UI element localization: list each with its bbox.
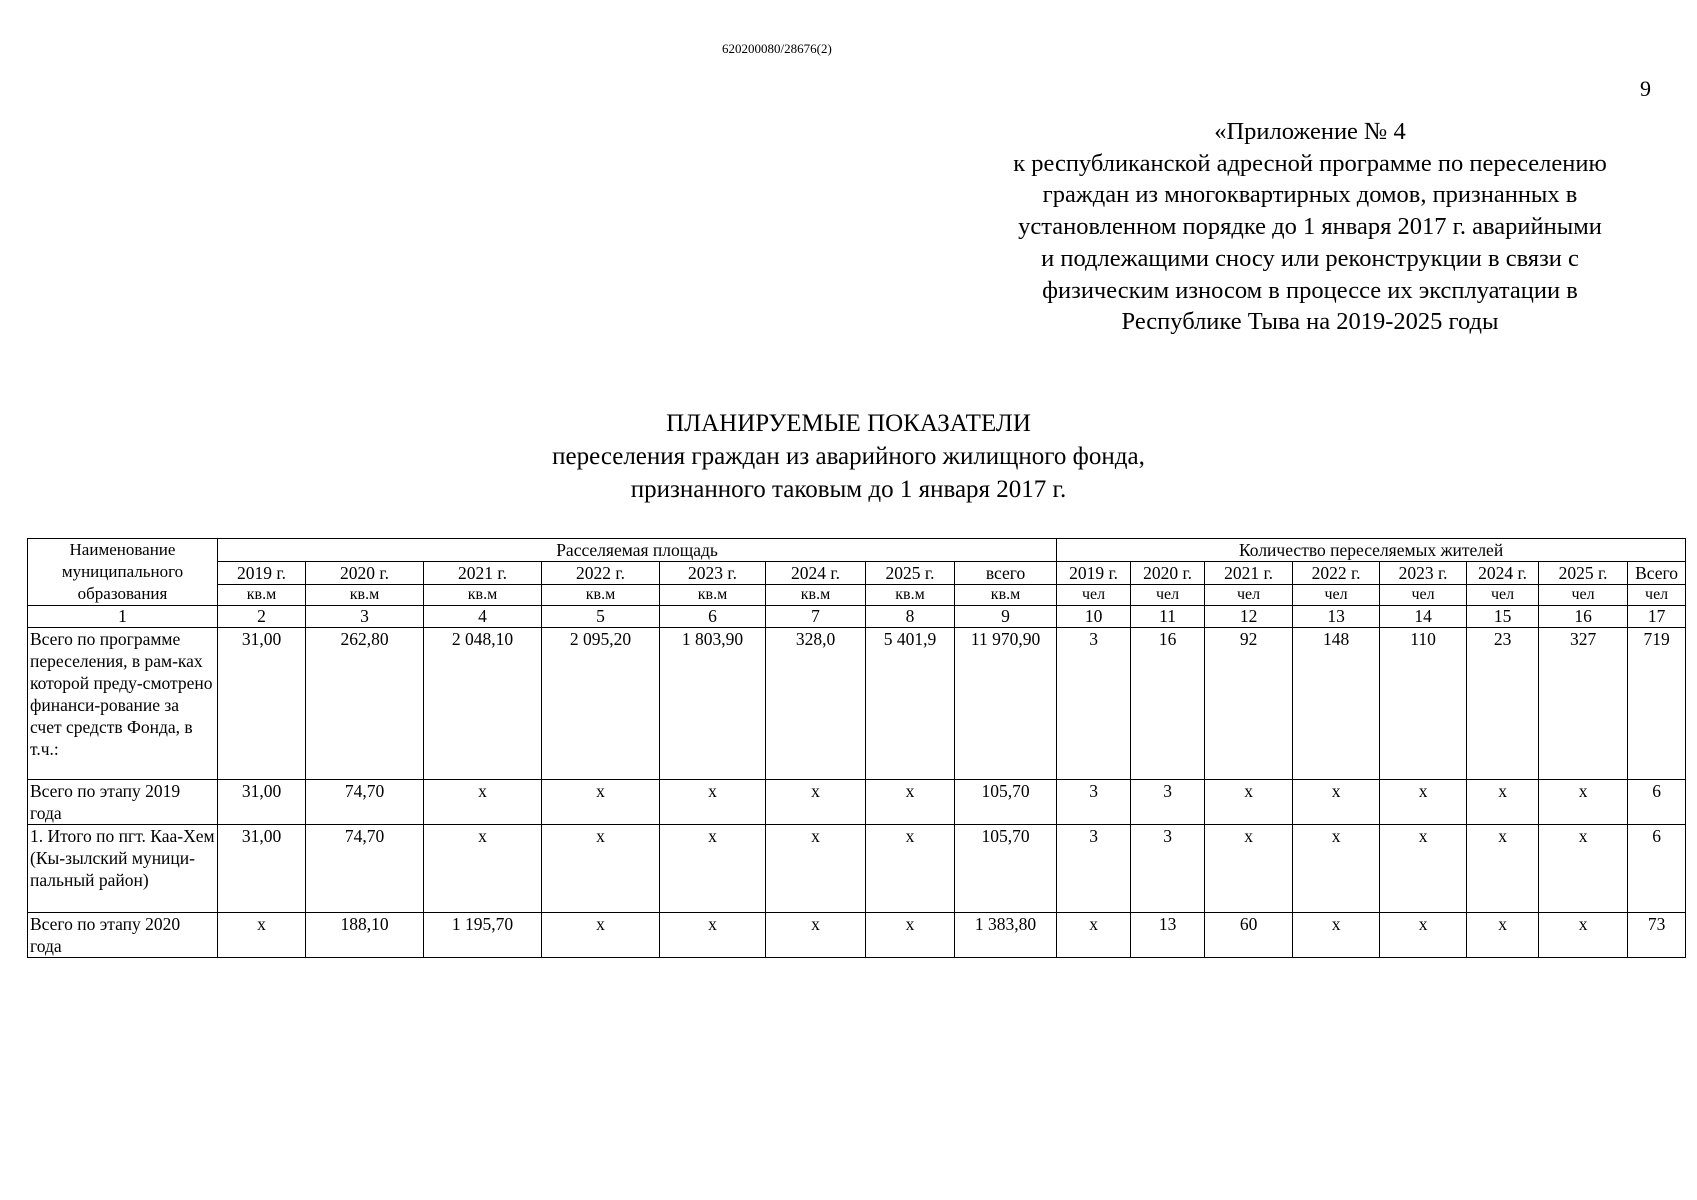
table-cell: 105,70 xyxy=(955,780,1057,825)
area-year-header: 2019 г. xyxy=(218,562,306,585)
people-year-header: 2020 г. xyxy=(1131,562,1205,585)
appendix-line: и подлежащими сносу или реконструкции в связи с xyxy=(1041,244,1579,272)
area-unit: кв.м xyxy=(766,585,866,606)
document-title xyxy=(0,407,1697,506)
table-cell: 13 xyxy=(1131,913,1205,958)
header-people-group: Количество переселяемых жителей xyxy=(1057,539,1686,562)
people-year-header: Всего xyxy=(1628,562,1686,585)
table-cell: 110 xyxy=(1380,628,1467,780)
column-number: 16 xyxy=(1539,606,1628,628)
area-year-header: 2022 г. xyxy=(542,562,660,585)
table-cell: x xyxy=(1467,780,1539,825)
column-number: 12 xyxy=(1205,606,1293,628)
table-cell: x xyxy=(1380,780,1467,825)
people-unit: чел xyxy=(1205,585,1293,606)
people-unit: чел xyxy=(1293,585,1380,606)
table-cell: x xyxy=(1293,913,1380,958)
column-number: 14 xyxy=(1380,606,1467,628)
area-year-header: 2020 г. xyxy=(306,562,424,585)
column-number: 7 xyxy=(766,606,866,628)
people-year-header: 2023 г. xyxy=(1380,562,1467,585)
table-cell: x xyxy=(866,780,955,825)
people-unit: чел xyxy=(1539,585,1628,606)
area-unit: кв.м xyxy=(218,585,306,606)
table-cell: x xyxy=(424,780,542,825)
area-unit: кв.м xyxy=(542,585,660,606)
area-year-header: всего xyxy=(955,562,1057,585)
row-name: Всего по программе переселения, в рам-ках которой преду-смотрено финанси-рование за счет средств Фонда, в т.ч.: xyxy=(28,628,218,780)
column-number: 1 xyxy=(28,606,218,628)
table-cell: x xyxy=(1539,825,1628,913)
indicators-table xyxy=(27,538,1686,958)
table-cell: 719 xyxy=(1628,628,1686,780)
column-number: 6 xyxy=(660,606,766,628)
title-line: ПЛАНИРУЕМЫЕ ПОКАЗАТЕЛИ xyxy=(666,410,1031,437)
table-cell: x xyxy=(766,780,866,825)
column-number: 17 xyxy=(1628,606,1686,628)
table-cell: x xyxy=(1057,913,1131,958)
table-cell: x xyxy=(660,780,766,825)
table-cell: 16 xyxy=(1131,628,1205,780)
people-unit: чел xyxy=(1380,585,1467,606)
area-year-header: 2024 г. xyxy=(766,562,866,585)
header-name: Наименование муниципального образования xyxy=(28,539,218,606)
table-row xyxy=(28,825,1686,913)
table-cell: 262,80 xyxy=(306,628,424,780)
table-cell: x xyxy=(1205,825,1293,913)
appendix-header xyxy=(940,116,1680,338)
table-cell: 1 803,90 xyxy=(660,628,766,780)
area-year-header: 2021 г. xyxy=(424,562,542,585)
table-cell: x xyxy=(1380,825,1467,913)
people-unit: чел xyxy=(1057,585,1131,606)
table-cell: 188,10 xyxy=(306,913,424,958)
table-cell: x xyxy=(542,780,660,825)
table-cell: 148 xyxy=(1293,628,1380,780)
table-cell: 74,70 xyxy=(306,825,424,913)
header-row-groups xyxy=(28,539,1686,562)
table-cell: x xyxy=(660,913,766,958)
column-number: 5 xyxy=(542,606,660,628)
column-number: 15 xyxy=(1467,606,1539,628)
subtitle-line: переселения граждан из аварийного жилищного фонда, xyxy=(552,443,1145,470)
table-cell: 3 xyxy=(1131,780,1205,825)
area-unit: кв.м xyxy=(660,585,766,606)
column-number: 4 xyxy=(424,606,542,628)
table-cell: 6 xyxy=(1628,825,1686,913)
column-number: 8 xyxy=(866,606,955,628)
table-cell: x xyxy=(1467,913,1539,958)
table-cell: 92 xyxy=(1205,628,1293,780)
table-cell: x xyxy=(1467,825,1539,913)
appendix-line: Республике Тыва на 2019-2025 годы xyxy=(1121,308,1499,336)
column-number: 2 xyxy=(218,606,306,628)
column-number: 13 xyxy=(1293,606,1380,628)
people-year-header: 2021 г. xyxy=(1205,562,1293,585)
table-cell: 2 095,20 xyxy=(542,628,660,780)
subtitle-line: признанного таковым до 1 января 2017 г. xyxy=(630,476,1067,503)
table-body xyxy=(28,628,1686,958)
table-cell: x xyxy=(1293,780,1380,825)
appendix-line: граждан из многоквартирных домов, признанных в xyxy=(1042,181,1578,209)
column-number: 10 xyxy=(1057,606,1131,628)
column-number: 3 xyxy=(306,606,424,628)
appendix-line: «Приложение № 4 xyxy=(1214,118,1406,145)
header-row-years xyxy=(28,562,1686,585)
people-year-header: 2025 г. xyxy=(1539,562,1628,585)
table-cell: 2 048,10 xyxy=(424,628,542,780)
table-cell: 6 xyxy=(1628,780,1686,825)
table-cell: x xyxy=(766,913,866,958)
column-number: 11 xyxy=(1131,606,1205,628)
table-cell: 3 xyxy=(1057,628,1131,780)
table-cell: x xyxy=(542,913,660,958)
table-cell: x xyxy=(1293,825,1380,913)
appendix-line: физическим износом в процессе их эксплуатации в xyxy=(1042,276,1578,304)
table-cell: 31,00 xyxy=(218,780,306,825)
table-cell: x xyxy=(1539,913,1628,958)
people-year-header: 2022 г. xyxy=(1293,562,1380,585)
row-name: 1. Итого по пгт. Каа-Хем (Кы-зылский муници-пальный район) xyxy=(28,825,218,913)
table-cell: 1 383,80 xyxy=(955,913,1057,958)
header-row-column-numbers xyxy=(28,606,1686,628)
table-cell: x xyxy=(218,913,306,958)
table-cell: x xyxy=(866,825,955,913)
table-row xyxy=(28,628,1686,780)
header-row-units xyxy=(28,585,1686,606)
table-cell: x xyxy=(424,825,542,913)
area-unit: кв.м xyxy=(306,585,424,606)
table-cell: 11 970,90 xyxy=(955,628,1057,780)
table-cell: 31,00 xyxy=(218,628,306,780)
table-cell: x xyxy=(660,825,766,913)
area-unit: кв.м xyxy=(424,585,542,606)
table-cell: x xyxy=(766,825,866,913)
table-cell: x xyxy=(866,913,955,958)
people-unit: чел xyxy=(1131,585,1205,606)
table-cell: 31,00 xyxy=(218,825,306,913)
table-cell: 73 xyxy=(1628,913,1686,958)
table-cell: x xyxy=(1380,913,1467,958)
table-row xyxy=(28,780,1686,825)
header-area-group: Расселяемая площадь xyxy=(218,539,1057,562)
people-unit: чел xyxy=(1628,585,1686,606)
area-year-header: 2025 г. xyxy=(866,562,955,585)
table-cell: x xyxy=(542,825,660,913)
area-unit: кв.м xyxy=(955,585,1057,606)
table-cell: x xyxy=(1539,780,1628,825)
column-number: 9 xyxy=(955,606,1057,628)
table-cell: 3 xyxy=(1131,825,1205,913)
page-number: 9 xyxy=(1640,76,1651,101)
people-year-header: 2024 г. xyxy=(1467,562,1539,585)
table-cell: 105,70 xyxy=(955,825,1057,913)
table-cell: x xyxy=(1205,780,1293,825)
area-year-header: 2023 г. xyxy=(660,562,766,585)
table-cell: 60 xyxy=(1205,913,1293,958)
table-cell: 5 401,9 xyxy=(866,628,955,780)
table-cell: 74,70 xyxy=(306,780,424,825)
table-row xyxy=(28,913,1686,958)
table-cell: 3 xyxy=(1057,780,1131,825)
row-name: Всего по этапу 2020 года xyxy=(28,913,218,958)
table-cell: 327 xyxy=(1539,628,1628,780)
area-unit: кв.м xyxy=(866,585,955,606)
table-cell: 328,0 xyxy=(766,628,866,780)
table-cell: 1 195,70 xyxy=(424,913,542,958)
table-cell: 23 xyxy=(1467,628,1539,780)
table-cell: 3 xyxy=(1057,825,1131,913)
people-year-header: 2019 г. xyxy=(1057,562,1131,585)
people-unit: чел xyxy=(1467,585,1539,606)
document-id: 620200080/28676(2) xyxy=(722,41,832,56)
row-name: Всего по этапу 2019 года xyxy=(28,780,218,825)
appendix-line: к республиканской адресной программе по переселению xyxy=(1013,149,1607,177)
appendix-line: установленном порядке до 1 января 2017 г. аварийными xyxy=(1018,213,1602,241)
